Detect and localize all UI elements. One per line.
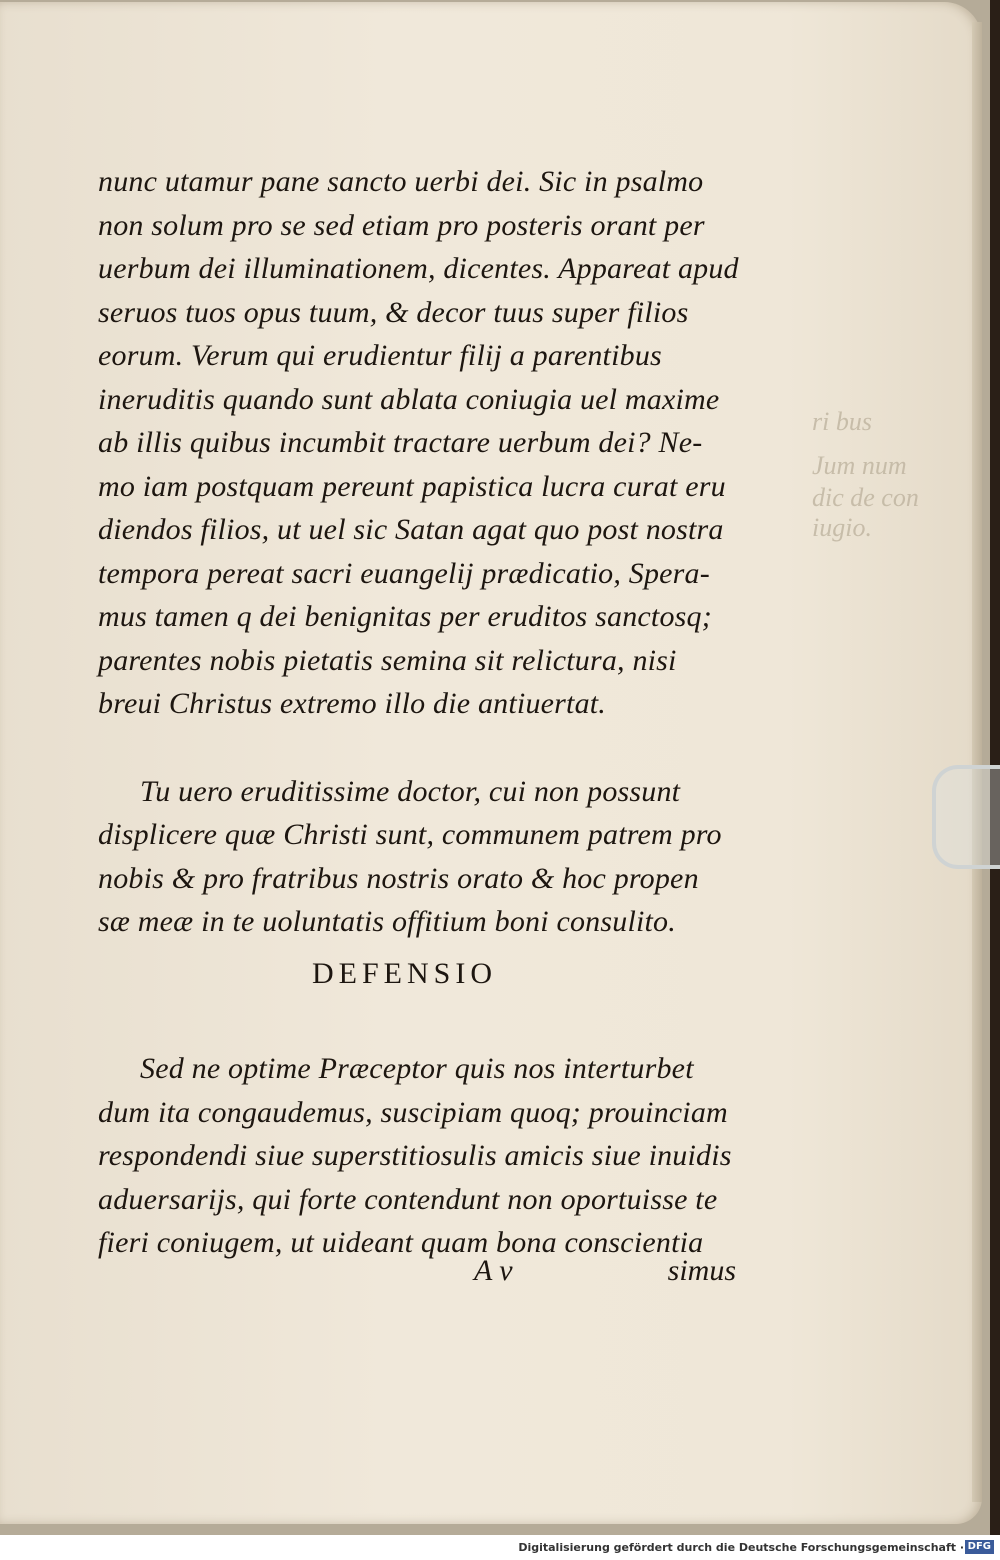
credit-text: Digitalisierung gefördert durch die Deutsche Forschungsgemeinschaft ·	[518, 1541, 964, 1554]
text-line: Sed ne optime Præceptor quis nos interturbet	[140, 1052, 694, 1085]
text-line: mo iam postquam pereunt papistica lucra curat eru	[98, 469, 726, 503]
text-line: nunc utamur pane sancto uerbi dei. Sic in psalmo	[98, 165, 704, 198]
dfg-logo: DFG	[965, 1540, 994, 1554]
text-line: dum ita congaudemus, suscipiam quoq; prouinciam	[98, 1095, 728, 1129]
text-line: ineruditis quando sunt ablata coniugia uel maxime	[98, 382, 720, 416]
text-line: breui Christus extremo illo die antiuertat.	[98, 687, 607, 720]
text-line: aduersarijs, qui forte contendunt non oportuisse te	[98, 1182, 718, 1216]
text-line: fieri coniugem, ut uideant quam bona conscientia	[98, 1226, 704, 1259]
text-line: tempora pereat sacri euangelij prædicatio, Spera-	[98, 556, 710, 590]
main-text	[98, 160, 748, 944]
signature-mark: A v	[474, 1254, 513, 1287]
catchword: simus	[667, 1254, 736, 1287]
text-line: sæ meæ in te uoluntatis offitium boni consulito.	[98, 905, 676, 938]
page-footer	[98, 1254, 748, 1298]
text-line: nobis & pro fratribus nostris orato & hoc propen	[98, 861, 699, 895]
text-line: parentes nobis pietatis semina sit relictura, nisi	[98, 643, 677, 677]
defensio-text	[98, 1047, 748, 1265]
page-edge	[972, 22, 982, 1502]
text-line: displicere quæ Christi sunt, communem patrem pro	[98, 818, 722, 851]
text-line: uerbum dei illuminationem, dicentes. Appareat apud	[98, 252, 739, 285]
text-line: seruos tuos opus tuum, & decor tuus super filios	[98, 295, 689, 329]
text-line: Tu uero eruditissime doctor, cui non possunt	[140, 774, 681, 808]
book-page	[0, 2, 982, 1524]
credit-bar	[0, 1535, 1000, 1560]
bleed-through-text: ri bus Jum num dic de con iugio.	[812, 407, 919, 542]
text-line: diendos filios, ut uel sic Satan agat quo post nostra	[98, 513, 724, 546]
scanner-clip	[932, 765, 1000, 869]
text-line: eorum. Verum qui erudientur filij a parentibus	[98, 339, 662, 372]
text-line: mus tamen q dei benignitas per eruditos sanctosq;	[98, 600, 712, 633]
text-line: ab illis quibus incumbit tractare uerbum dei? Ne-	[98, 426, 703, 459]
section-heading: DEFENSIO	[312, 957, 498, 990]
text-line: non solum pro se sed etiam pro posteris orant per	[98, 208, 705, 242]
text-line: respondendi siue superstitiosulis amicis siue inuidis	[98, 1139, 732, 1172]
